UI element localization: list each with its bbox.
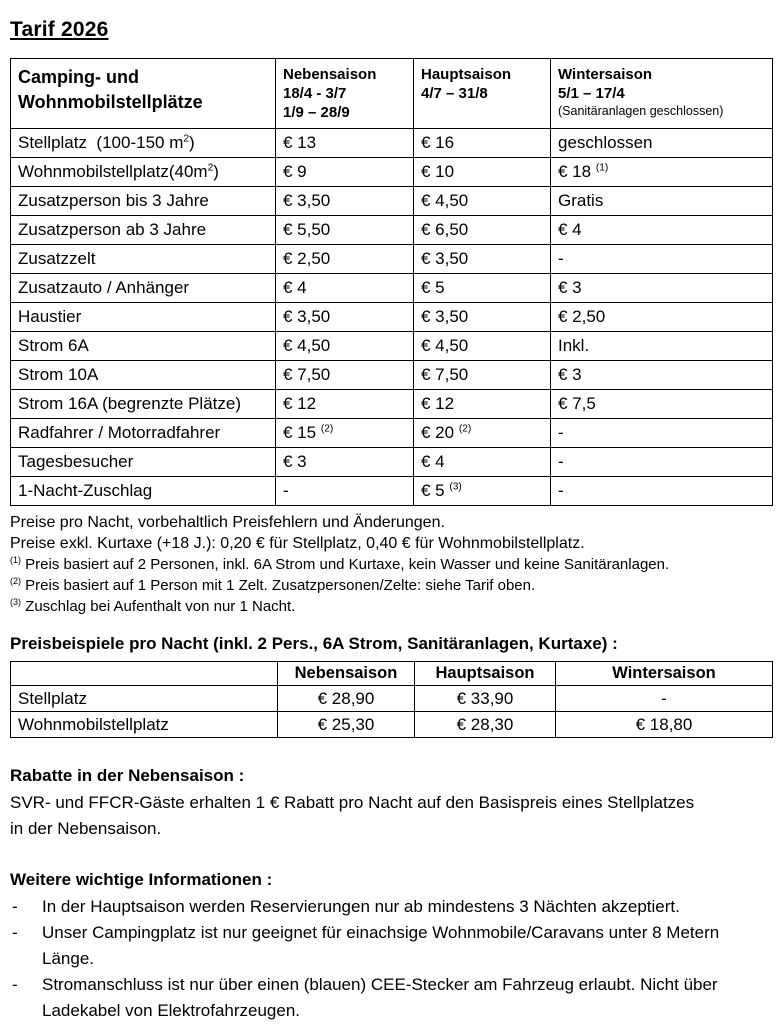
table-row bbox=[11, 187, 773, 216]
price-wintersaison: Inkl. bbox=[551, 332, 773, 361]
price-hauptsaison: € 4,50 bbox=[414, 187, 551, 216]
price-wintersaison: € 4 bbox=[551, 216, 773, 245]
season-title: Nebensaison bbox=[283, 66, 377, 83]
column-header-nebensaison bbox=[276, 59, 414, 129]
price-nebensaison: € 7,50 bbox=[276, 361, 414, 390]
row-label: Stellplatz (100-150 $m^2$) bbox=[11, 129, 276, 158]
price-nebensaison: € 3,50 bbox=[276, 303, 414, 332]
table-row bbox=[11, 477, 773, 506]
price-wintersaison: € 3 bbox=[551, 361, 773, 390]
price-wintersaison: - bbox=[551, 477, 773, 506]
price-hauptsaison: € 20 $^{(2)}$ bbox=[414, 419, 551, 448]
example-price-hauptsaison: € 28,30 bbox=[415, 712, 556, 738]
footnote-2: $^{(2)}$ Preis basiert auf 1 Person mit 1 Zelt. Zusatzpersonen/Zelte: siehe Tarif oben. bbox=[10, 576, 536, 594]
price-wintersaison: € 3 bbox=[551, 274, 773, 303]
discounts-heading: Rabatte in der Nebensaison : bbox=[10, 766, 245, 785]
season-title: Wintersaison bbox=[558, 66, 653, 83]
price-nebensaison: € 2,50 bbox=[276, 245, 414, 274]
price-hauptsaison: € 12 bbox=[414, 390, 551, 419]
discounts-body: SVR- und FFCR-Gäste erhalten 1 € Rabatt pro Nacht auf den Basispreis eines Stellplatzes in der Nebensaison. bbox=[10, 793, 695, 838]
season-title: Hauptsaison bbox=[421, 66, 512, 83]
price-nebensaison: € 12 bbox=[276, 390, 414, 419]
price-wintersaison: - bbox=[551, 245, 773, 274]
table-row bbox=[11, 419, 773, 448]
examples-header-nebensaison: Nebensaison bbox=[278, 662, 415, 686]
season-dates: 4/7 – 31/8 bbox=[421, 85, 488, 102]
price-nebensaison: € 4 bbox=[276, 274, 414, 303]
row-label: Strom 6A bbox=[11, 332, 276, 361]
price-wintersaison: € 18 $^{(1)}$ bbox=[551, 158, 773, 187]
tariff-table-header-row bbox=[11, 59, 773, 129]
season-dates: 18/4 - 3/7 bbox=[283, 85, 347, 102]
examples-header-wintersaison: Wintersaison bbox=[556, 662, 773, 686]
row-label: Zusatzperson bis 3 Jahre bbox=[11, 187, 276, 216]
examples-header-row bbox=[11, 662, 773, 686]
price-nebensaison: € 9 bbox=[276, 158, 414, 187]
column-header-wintersaison bbox=[551, 59, 773, 129]
row-label: Strom 10A bbox=[11, 361, 276, 390]
column-header-items: Camping- und Wohnmobilstellplätze bbox=[11, 59, 276, 129]
examples-heading: Preisbeispiele pro Nacht (inkl. 2 Pers., 6A Strom, Sanitäranlagen, Kurtaxe) : bbox=[10, 634, 618, 653]
column-header-hauptsaison bbox=[414, 59, 551, 129]
price-hauptsaison: € 5 $^{(3)}$ bbox=[414, 477, 551, 506]
info-list bbox=[10, 894, 772, 1024]
table-row bbox=[11, 448, 773, 477]
info-heading: Weitere wichtige Informationen : bbox=[10, 870, 273, 889]
price-nebensaison: € 5,50 bbox=[276, 216, 414, 245]
table-row bbox=[11, 129, 773, 158]
row-label: $Wohnmobilstellplatz(40m^2)$ bbox=[11, 158, 276, 187]
example-price-wintersaison: € 18,80 bbox=[556, 712, 773, 738]
price-hauptsaison: € 3,50 bbox=[414, 245, 551, 274]
example-price-nebensaison: € 28,90 bbox=[278, 686, 415, 712]
price-wintersaison: Gratis bbox=[551, 187, 773, 216]
example-price-wintersaison: - bbox=[556, 686, 773, 712]
footnote-3: $^{(3)}$ Zuschlag bei Aufenthalt von nur 1 Nacht. bbox=[10, 597, 296, 615]
info-bullet: - Stromanschluss ist nur über einen (blauen) CEE-Stecker am Fahrzeug erlaubt. Nicht über Ladekabel von Elektrofahrzeugen. bbox=[10, 972, 772, 1024]
row-label: Zusatzperson ab 3 Jahre bbox=[11, 216, 276, 245]
table-row bbox=[11, 158, 773, 187]
info-bullet: - In der Hauptsaison werden Reservierungen nur ab mindestens 3 Nächten akzeptiert. bbox=[10, 894, 772, 920]
row-label: Zusatzauto / Anhänger bbox=[11, 274, 276, 303]
example-price-hauptsaison: € 33,90 bbox=[415, 686, 556, 712]
table-row bbox=[11, 216, 773, 245]
table-row bbox=[11, 274, 773, 303]
row-label: 1-Nacht-Zuschlag bbox=[11, 477, 276, 506]
price-nebensaison: € 15 $^{(2)}$ bbox=[276, 419, 414, 448]
price-hauptsaison: € 4 bbox=[414, 448, 551, 477]
example-price-nebensaison: € 25,30 bbox=[278, 712, 415, 738]
row-label: Wohnmobilstellplatz bbox=[11, 712, 278, 738]
season-dates: 1/9 – 28/9 bbox=[283, 104, 350, 121]
note-line: Preise pro Nacht, vorbehaltlich Preisfehlern und Änderungen. bbox=[10, 514, 445, 531]
table-row bbox=[11, 712, 773, 738]
price-hauptsaison: € 10 bbox=[414, 158, 551, 187]
table-row bbox=[11, 686, 773, 712]
price-hauptsaison: € 3,50 bbox=[414, 303, 551, 332]
examples-header-empty bbox=[11, 662, 278, 686]
price-nebensaison: € 13 bbox=[276, 129, 414, 158]
price-nebensaison: € 3 bbox=[276, 448, 414, 477]
row-label: Radfahrer / Motorradfahrer bbox=[11, 419, 276, 448]
row-label: Strom 16A (begrenzte Plätze) bbox=[11, 390, 276, 419]
price-hauptsaison: € 6,50 bbox=[414, 216, 551, 245]
price-nebensaison: € 3,50 bbox=[276, 187, 414, 216]
examples-table bbox=[10, 661, 773, 738]
notes-block bbox=[10, 512, 772, 617]
price-nebensaison: - bbox=[276, 477, 414, 506]
page-title: Tarif 2026 bbox=[10, 18, 109, 41]
price-hauptsaison: € 5 bbox=[414, 274, 551, 303]
price-hauptsaison: € 4,50 bbox=[414, 332, 551, 361]
price-wintersaison: € 7,5 bbox=[551, 390, 773, 419]
price-wintersaison: - bbox=[551, 419, 773, 448]
price-wintersaison: geschlossen bbox=[551, 129, 773, 158]
table-row bbox=[11, 303, 773, 332]
season-dates: 5/1 – 17/4 bbox=[558, 85, 625, 102]
note-line: Preise exkl. Kurtaxe (+18 J.): 0,20 € für Stellplatz, 0,40 € für Wohnmobilstellplatz. bbox=[10, 535, 585, 552]
price-hauptsaison: € 16 bbox=[414, 129, 551, 158]
row-label: Zusatzzelt bbox=[11, 245, 276, 274]
tariff-table bbox=[10, 58, 773, 506]
row-label: Stellplatz bbox=[11, 686, 278, 712]
price-hauptsaison: € 7,50 bbox=[414, 361, 551, 390]
info-bullet: - Unser Campingplatz ist nur geeignet für einachsige Wohnmobile/Caravans unter 8 Metern Länge. bbox=[10, 920, 772, 972]
price-wintersaison: - bbox=[551, 448, 773, 477]
footnote-1: $^{(1)}$ Preis basiert auf 2 Personen, inkl. 6A Strom und Kurtaxe, kein Wasser und keine Sanitäranlagen. bbox=[10, 555, 670, 573]
table-row bbox=[11, 332, 773, 361]
price-wintersaison: € 2,50 bbox=[551, 303, 773, 332]
row-label: Haustier bbox=[11, 303, 276, 332]
table-row bbox=[11, 245, 773, 274]
examples-header-hauptsaison: Hauptsaison bbox=[415, 662, 556, 686]
table-row bbox=[11, 390, 773, 419]
row-label: Tagesbesucher bbox=[11, 448, 276, 477]
table-row bbox=[11, 361, 773, 390]
price-nebensaison: € 4,50 bbox=[276, 332, 414, 361]
season-note: (Sanitäranlagen geschlossen) bbox=[558, 104, 724, 118]
